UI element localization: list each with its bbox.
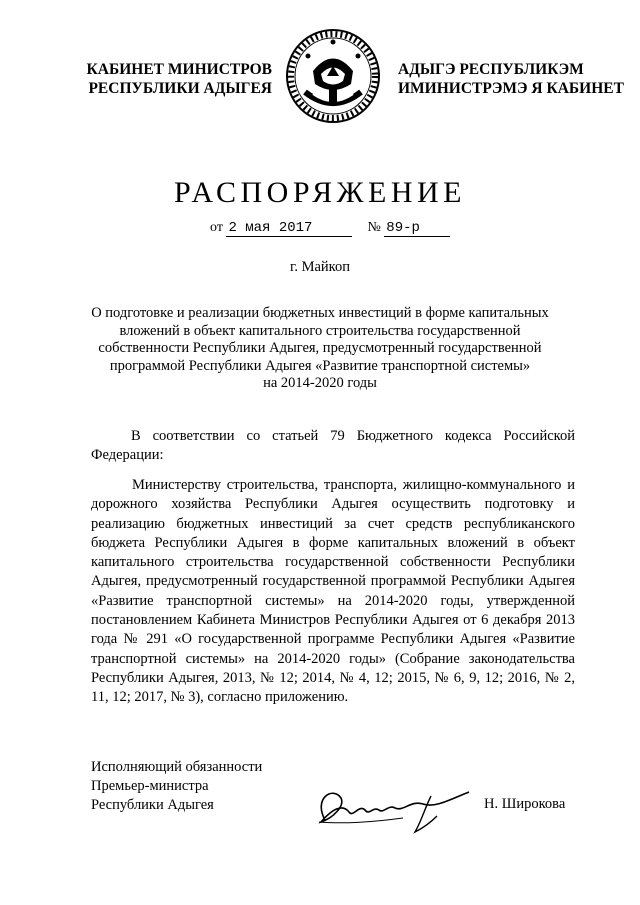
handwritten-signature: [303, 778, 478, 836]
document-number: 89-р: [384, 220, 450, 237]
date-label: от: [210, 220, 223, 235]
position-line: Премьер-министра: [91, 778, 209, 794]
number-label: №: [367, 220, 381, 235]
signatory-position: [91, 758, 262, 815]
issuer-line: КАБИНЕТ МИНИСТРОВ: [86, 61, 272, 78]
subject-line: программой Республики Адыгея «Развитие транспортной системы»: [109, 357, 531, 374]
position-line: Республики Адыгея: [91, 797, 214, 813]
position-line: Исполняющий обязанности: [91, 759, 263, 775]
preamble-line: В соответствии со статьей 79 Бюджетного кодекса Российской: [131, 428, 575, 444]
preamble-continuation: Федерации:: [91, 447, 164, 463]
issuer-line: АДЫГЭ РЕСПУБЛИКЭМ: [398, 61, 584, 78]
issuer-name-russian: [72, 60, 272, 98]
date-number-line: [210, 220, 450, 237]
issuer-line: РЕСПУБЛИКИ АДЫГЕЯ: [88, 80, 272, 97]
document-title: РАСПОРЯЖЕНИЕ: [173, 176, 467, 209]
city: г. Майкоп: [290, 259, 350, 275]
coat-of-arms-adygea-icon: [283, 26, 383, 126]
order-paragraph: Министерству строительства, транспорта, жилищно-коммунального и дорожного хозяйства Республики Адыгея осуществить подготовку и реализацию бюджетных инвестиций за счет средств республиканского бюджета Республики Адыгея в форме капитальных вложений в объект капитального строительства государственной собственности Республики Адыгея, предусмотренный государственной программой Республики Адыгея «Развитие транспортной системы» на 2014-2020 годы, утвержденной постановлением Кабинета Министров Республики Адыгея от 6 декабря 2013 года № 291 «О государственной программе Республики Адыгея «Развитие транспортной системы» на 2014-2020 годы» (Собрание законодательства Республики Адыгея, 2013, № 12; 2014, № 4, 12; 2015, № 6, 9, 12; 2016, № 2, 11, 12; 2017, № 3), согласно приложению.: [91, 477, 575, 706]
subject-line: собственности Республики Адыгея, предусмотренный государственной: [98, 340, 542, 356]
document-subject: [70, 305, 570, 393]
subject-line: вложений в объект капитального строительства государственной: [119, 322, 521, 339]
subject-line: на 2014-2020 годы: [263, 375, 377, 391]
issuer-line: ИМИНИСТРЭМЭ Я КАБИНЕТ: [398, 80, 624, 97]
signatory-name: Н. Широкова: [484, 796, 566, 812]
document-date: 2 мая 2017: [226, 220, 352, 237]
issuer-name-adyghe: [398, 60, 628, 98]
subject-line: О подготовке и реализации бюджетных инвестиций в форме капитальных: [91, 305, 549, 321]
